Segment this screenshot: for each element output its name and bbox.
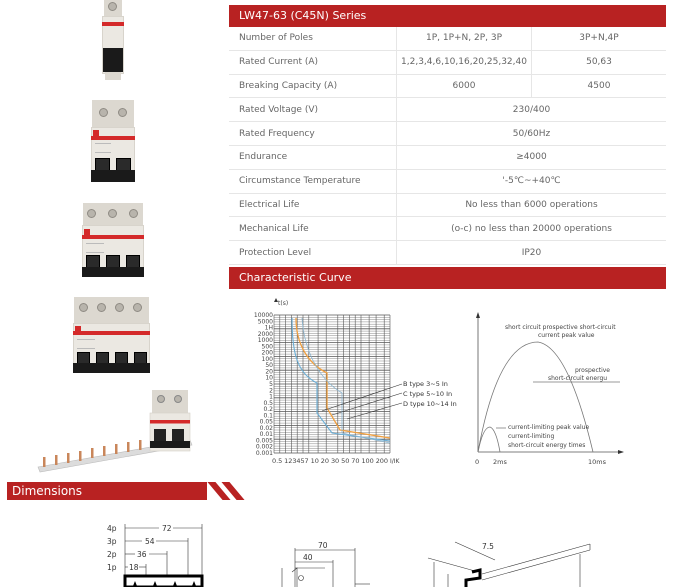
current-limiting-chart <box>468 302 668 470</box>
svg-text:0.1: 0.1 <box>263 412 273 420</box>
svg-text:0.05: 0.05 <box>259 418 273 426</box>
energy-label-2: short-circuit energu <box>548 375 608 382</box>
row-value: (o-c) no less than 20000 operations <box>451 223 612 234</box>
row-value: IP20 <box>521 247 542 258</box>
row-label: Breaking Capacity (A) <box>229 75 397 98</box>
table-row <box>229 194 666 218</box>
breaker-3p-image <box>82 203 144 281</box>
svg-text:1p: 1p <box>107 563 117 572</box>
legend-b-type: B type 3~5 In <box>403 380 448 388</box>
dimension-side-drawing <box>270 538 380 587</box>
limit-label-2: current-limiting <box>508 433 555 440</box>
row-label: Rated Frequency <box>229 122 397 145</box>
svg-text:0.5 123457 10 20 30 50 70 100: 0.5 123457 10 20 30 50 70 100 200 <box>272 457 388 465</box>
row-value: '-5℃~+40℃ <box>502 176 561 187</box>
svg-text:4p: 4p <box>107 524 117 533</box>
peak-label-2: current peak value <box>538 332 595 339</box>
breaker-4p-image <box>73 297 150 379</box>
legend-d-type: D type 10~14 In <box>403 400 457 408</box>
row-label: Circumstance Temperature <box>229 170 397 193</box>
svg-text:5: 5 <box>269 381 273 388</box>
row-label: Rated Voltage (V) <box>229 98 397 121</box>
limit-label-3: short-circuit energy times <box>508 442 586 449</box>
limit-label-1: current-limiting peak value <box>508 424 590 431</box>
row-value: 4500 <box>587 80 611 91</box>
row-value: No less than 6000 operations <box>465 199 598 210</box>
svg-text:2000: 2000 <box>257 330 273 338</box>
energy-label-1: prospective <box>575 367 611 374</box>
x-2ms: 2ms <box>493 458 507 466</box>
svg-text:72: 72 <box>162 524 172 533</box>
svg-text:20: 20 <box>265 368 273 376</box>
svg-text:10: 10 <box>265 374 273 382</box>
svg-text:54: 54 <box>145 537 155 546</box>
row-label: Rated Current (A) <box>229 51 397 74</box>
svg-text:200: 200 <box>261 349 273 357</box>
characteristic-curve-header: Characteristic Curve <box>229 267 666 289</box>
dimension-front-drawing <box>105 520 215 587</box>
breaker-2p-image <box>91 100 135 186</box>
legend-c-type: C type 5~10 In <box>403 390 453 398</box>
svg-text:36: 36 <box>137 550 147 559</box>
spec-table-title: LW47-63 (C45N) Series <box>229 5 666 27</box>
tripping-curve-chart <box>232 293 467 468</box>
svg-text:0.2: 0.2 <box>263 406 273 414</box>
row-value: 1P, 1P+N, 2P, 3P <box>397 27 532 50</box>
svg-text:10000: 10000 <box>253 312 273 319</box>
table-row <box>229 75 666 99</box>
table-row <box>229 241 666 265</box>
svg-text:1: 1 <box>269 393 273 401</box>
busbar-breaker-image <box>35 385 195 475</box>
row-value: ≥4000 <box>516 152 547 163</box>
svg-text:0.02: 0.02 <box>259 424 273 432</box>
breaker-1p-image <box>102 0 124 82</box>
row-value: 230/400 <box>512 104 551 115</box>
row-label: Endurance <box>229 146 397 169</box>
row-value: 3P+N,4P <box>579 33 619 44</box>
y-axis-label: t(s) <box>278 300 289 307</box>
row-value: 1,2,3,4,6,10,16,20,25,32,40 <box>397 51 532 74</box>
table-row <box>229 146 666 170</box>
spec-table <box>229 5 666 265</box>
svg-text:1000: 1000 <box>257 337 273 345</box>
svg-text:0.01: 0.01 <box>259 431 273 439</box>
table-row <box>229 27 666 51</box>
svg-text:1H: 1H <box>264 324 273 332</box>
svg-text:7.5: 7.5 <box>482 542 494 551</box>
row-value: 6000 <box>397 75 532 98</box>
svg-text:40: 40 <box>303 553 313 562</box>
svg-text:100: 100 <box>261 355 273 363</box>
row-value: 50/60Hz <box>512 128 551 139</box>
row-label: Mechanical Life <box>229 217 397 240</box>
x-origin: 0 <box>475 458 480 466</box>
row-label: Electrical Life <box>229 194 397 217</box>
svg-text:0.001: 0.001 <box>255 450 273 457</box>
table-row <box>229 217 666 241</box>
dimensions-header: Dimensions <box>7 482 207 500</box>
x-10ms: 10ms <box>588 458 606 466</box>
x-axis-label: I/IK <box>390 458 400 465</box>
table-row <box>229 170 666 194</box>
svg-text:5000: 5000 <box>257 318 273 326</box>
peak-label-1: short circuit prospective short-circuit <box>505 324 616 331</box>
svg-text:500: 500 <box>261 343 273 351</box>
svg-text:2p: 2p <box>107 550 117 559</box>
svg-text:2: 2 <box>269 387 273 395</box>
svg-text:70: 70 <box>318 541 328 550</box>
row-value: 50,63 <box>586 57 612 68</box>
table-row <box>229 122 666 146</box>
dimension-rail-drawing <box>420 538 620 587</box>
svg-text:3p: 3p <box>107 537 117 546</box>
table-row <box>229 98 666 122</box>
row-label: Number of Poles <box>229 27 397 50</box>
svg-text:18: 18 <box>129 563 139 572</box>
row-label: Protection Level <box>229 241 397 264</box>
svg-text:0.005: 0.005 <box>255 437 273 445</box>
svg-text:0.002: 0.002 <box>255 443 273 451</box>
svg-text:0.5: 0.5 <box>263 399 273 407</box>
table-row <box>229 51 666 75</box>
svg-text:50: 50 <box>265 362 273 370</box>
